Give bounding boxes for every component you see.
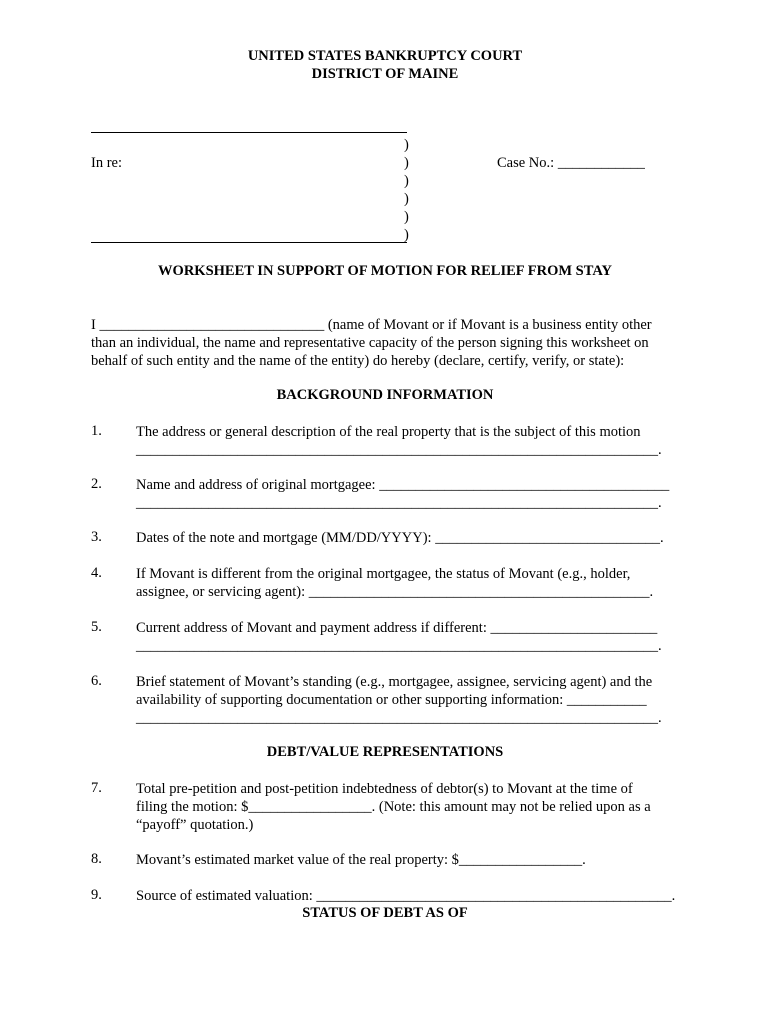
worksheet-title: WORKSHEET IN SUPPORT OF MOTION FOR RELIEF FROM STAY bbox=[158, 263, 612, 279]
item-number: 8. bbox=[91, 851, 102, 867]
caption-paren: ) bbox=[404, 209, 409, 225]
item-line: Brief statement of Movant’s standing (e.g., mortgagee, assignee, servicing agent) and the bbox=[136, 674, 653, 690]
item-line: “payoff” quotation.) bbox=[136, 817, 254, 833]
item-number: 9. bbox=[91, 887, 102, 903]
item-blank-line[interactable]: ________________________________________________________________________. bbox=[136, 638, 662, 654]
item-2-text bbox=[136, 476, 669, 512]
item-line: The address or general description of the real property that is the subject of this motion bbox=[136, 424, 641, 440]
item-7-text bbox=[136, 780, 651, 834]
section-status: STATUS OF DEBT AS OF bbox=[302, 905, 468, 921]
item-number: 7. bbox=[91, 780, 102, 796]
case-no-blank: ____________ bbox=[557, 155, 645, 171]
intro-paragraph bbox=[91, 316, 691, 370]
caption-paren: ) bbox=[404, 137, 409, 153]
in-re-label: In re: bbox=[91, 155, 122, 171]
section-background: BACKGROUND INFORMATION bbox=[276, 387, 494, 403]
caption-paren: ) bbox=[404, 191, 409, 207]
item-line[interactable]: Dates of the note and mortgage (MM/DD/YYYY): _______________________________. bbox=[136, 530, 664, 546]
item-6-text bbox=[136, 673, 662, 727]
item-5-text bbox=[136, 619, 662, 655]
caption-paren: ) bbox=[404, 227, 409, 243]
item-line[interactable]: Movant’s estimated market value of the real property: $_________________. bbox=[136, 852, 586, 868]
caption-paren: ) bbox=[404, 173, 409, 189]
intro-line-2: than an individual, the name and representative capacity of the person signing this worksheet on bbox=[91, 335, 649, 351]
caption-bottom-line bbox=[91, 242, 407, 243]
district-name: DISTRICT OF MAINE bbox=[311, 66, 459, 82]
caption-top-line bbox=[91, 132, 407, 133]
case-no-field[interactable] bbox=[497, 155, 645, 172]
item-3-text bbox=[136, 529, 664, 547]
item-1-text bbox=[136, 423, 662, 459]
section-debt-value: DEBT/VALUE REPRESENTATIONS bbox=[266, 744, 504, 760]
item-8-text bbox=[136, 851, 586, 869]
item-line[interactable]: filing the motion: $_________________. (Note: this amount may not be relied upon as a bbox=[136, 799, 651, 815]
item-number: 4. bbox=[91, 565, 102, 581]
item-number: 3. bbox=[91, 529, 102, 545]
intro-line-1 bbox=[91, 316, 691, 334]
item-line[interactable]: availability of supporting documentation or other supporting information: ___________ bbox=[136, 692, 647, 708]
item-line[interactable]: Name and address of original mortgagee: ________________________________________ bbox=[136, 477, 670, 493]
item-blank-line[interactable]: ________________________________________________________________________. bbox=[136, 710, 662, 726]
intro-line-3: behalf of such entity and the name of the entity) do hereby (declare, certify, verify, or state): bbox=[91, 353, 625, 369]
item-blank-line[interactable]: ________________________________________________________________________. bbox=[136, 442, 662, 458]
item-line: Total pre-petition and post-petition indebtedness of debtor(s) to Movant at the time of bbox=[136, 781, 633, 797]
item-4-text bbox=[136, 565, 653, 601]
case-no-label: Case No.: bbox=[497, 155, 555, 171]
item-line: If Movant is different from the original mortgagee, the status of Movant (e.g., holder, bbox=[136, 566, 631, 582]
item-line[interactable]: Current address of Movant and payment address if different: _______________________ bbox=[136, 620, 658, 636]
item-number: 5. bbox=[91, 619, 102, 635]
item-line[interactable]: assignee, or servicing agent): _______________________________________________. bbox=[136, 584, 654, 600]
item-number: 1. bbox=[91, 423, 102, 439]
item-9-text bbox=[136, 887, 675, 905]
item-blank-line[interactable]: ________________________________________________________________________. bbox=[136, 495, 662, 511]
item-number: 6. bbox=[91, 673, 102, 689]
intro-line-1-rest: (name of Movant or if Movant is a business entity other bbox=[327, 317, 652, 333]
item-line[interactable]: Source of estimated valuation: _________________________________________________. bbox=[136, 888, 676, 904]
intro-prefix: I bbox=[91, 317, 96, 333]
movant-name-blank[interactable]: _______________________________ bbox=[99, 317, 325, 333]
court-name: UNITED STATES BANKRUPTCY COURT bbox=[247, 48, 523, 64]
caption-paren: ) bbox=[404, 155, 409, 171]
item-number: 2. bbox=[91, 476, 102, 492]
